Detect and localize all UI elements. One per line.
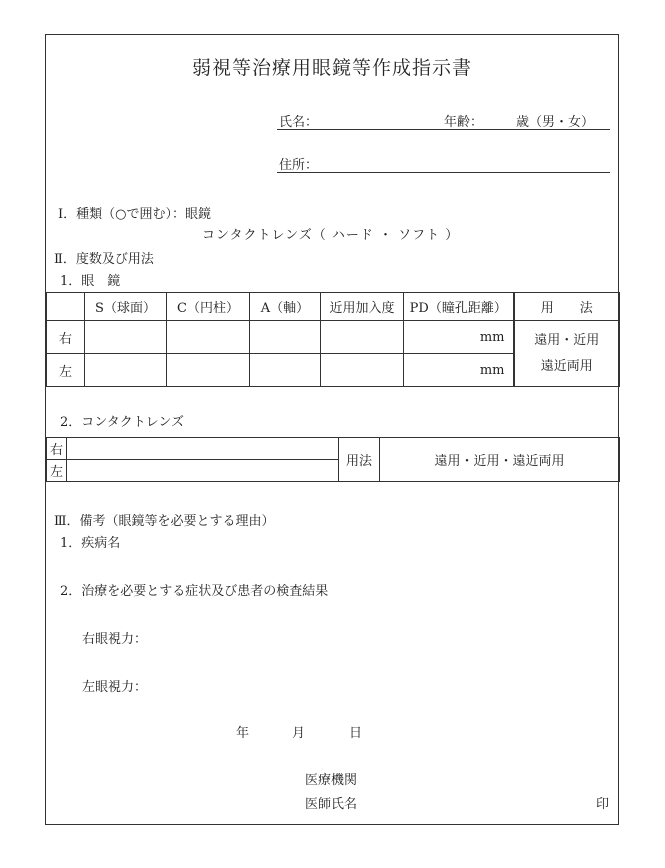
age-suffix: 歳（男・女） (516, 115, 595, 130)
left-pd-cell[interactable]: mm (404, 354, 514, 387)
age-label: 年齢： (444, 115, 484, 130)
section2-heading: Ⅱ．度数及び用法 (54, 252, 154, 267)
left-near-add-cell[interactable] (321, 354, 404, 387)
contact-type-line: コンタクトレンズ（ ハード ・ ソフト ） (202, 228, 460, 243)
contact-usage-label: 用法 (339, 438, 380, 482)
section1-heading: Ⅰ．種類（○で囲む）：眼鏡 (58, 207, 211, 222)
left-axis-cell[interactable] (250, 354, 321, 387)
header-near-add: 近用加入度 (321, 293, 404, 321)
contact-label: 2．コンタクトレンズ (60, 415, 185, 430)
name-age-line (277, 129, 610, 130)
glasses-usage-cell[interactable] (514, 321, 620, 387)
seal-label: 印 (596, 797, 610, 812)
date-day: 日 (349, 726, 363, 741)
usage-line1: 遠用・近用 (534, 332, 600, 348)
date-year: 年 (236, 726, 250, 741)
header-axis: A（軸） (250, 293, 321, 321)
address-line (277, 172, 610, 173)
left-sphere-cell[interactable] (85, 354, 167, 387)
right-axis-cell[interactable] (250, 321, 321, 354)
doctor-name-label: 医師氏名 (305, 797, 358, 812)
contact-right-eye: 右 (47, 438, 67, 460)
right-sphere-cell[interactable] (85, 321, 167, 354)
glasses-label: 1．眼 鏡 (60, 274, 121, 289)
right-near-add-cell[interactable] (321, 321, 404, 354)
address-label: 住所： (279, 158, 319, 173)
header-sphere: S（球面） (85, 293, 167, 321)
form-page (45, 34, 619, 825)
glasses-header-blank (47, 293, 85, 321)
left-vision-label: 左眼視力： (82, 680, 148, 695)
left-cylinder-cell[interactable] (167, 354, 250, 387)
usage-line2: 遠近両用 (540, 358, 593, 374)
header-pd: PD（瞳孔距離） (404, 293, 514, 321)
symptoms-label: 2．治療を必要とする症状及び患者の検査結果 (60, 584, 329, 599)
name-label: 氏名： (279, 115, 319, 130)
header-cylinder: C（円柱） (167, 293, 250, 321)
form-title: 弱視等治療用眼鏡等作成指示書 (191, 57, 472, 79)
right-cylinder-cell[interactable] (167, 321, 250, 354)
disease-name-label: 1．疾病名 (60, 536, 121, 551)
institution-label: 医療機関 (305, 773, 358, 788)
header-usage: 用 法 (514, 293, 620, 321)
right-pd-cell[interactable]: mm (404, 321, 514, 354)
contact-left-eye: 左 (47, 460, 67, 482)
contact-left-cell[interactable] (67, 460, 339, 482)
glasses-table (46, 292, 620, 387)
contact-right-cell[interactable] (67, 438, 339, 460)
contact-usage-value[interactable]: 遠用・近用・遠近両用 (380, 438, 620, 482)
right-vision-label: 右眼視力： (82, 632, 148, 647)
date-month: 月 (292, 726, 306, 741)
row-left-eye: 左 (47, 354, 85, 387)
section3-heading: Ⅲ．備考（眼鏡等を必要とする理由） (54, 514, 275, 529)
contact-table (46, 437, 620, 482)
row-right-eye: 右 (47, 321, 85, 354)
